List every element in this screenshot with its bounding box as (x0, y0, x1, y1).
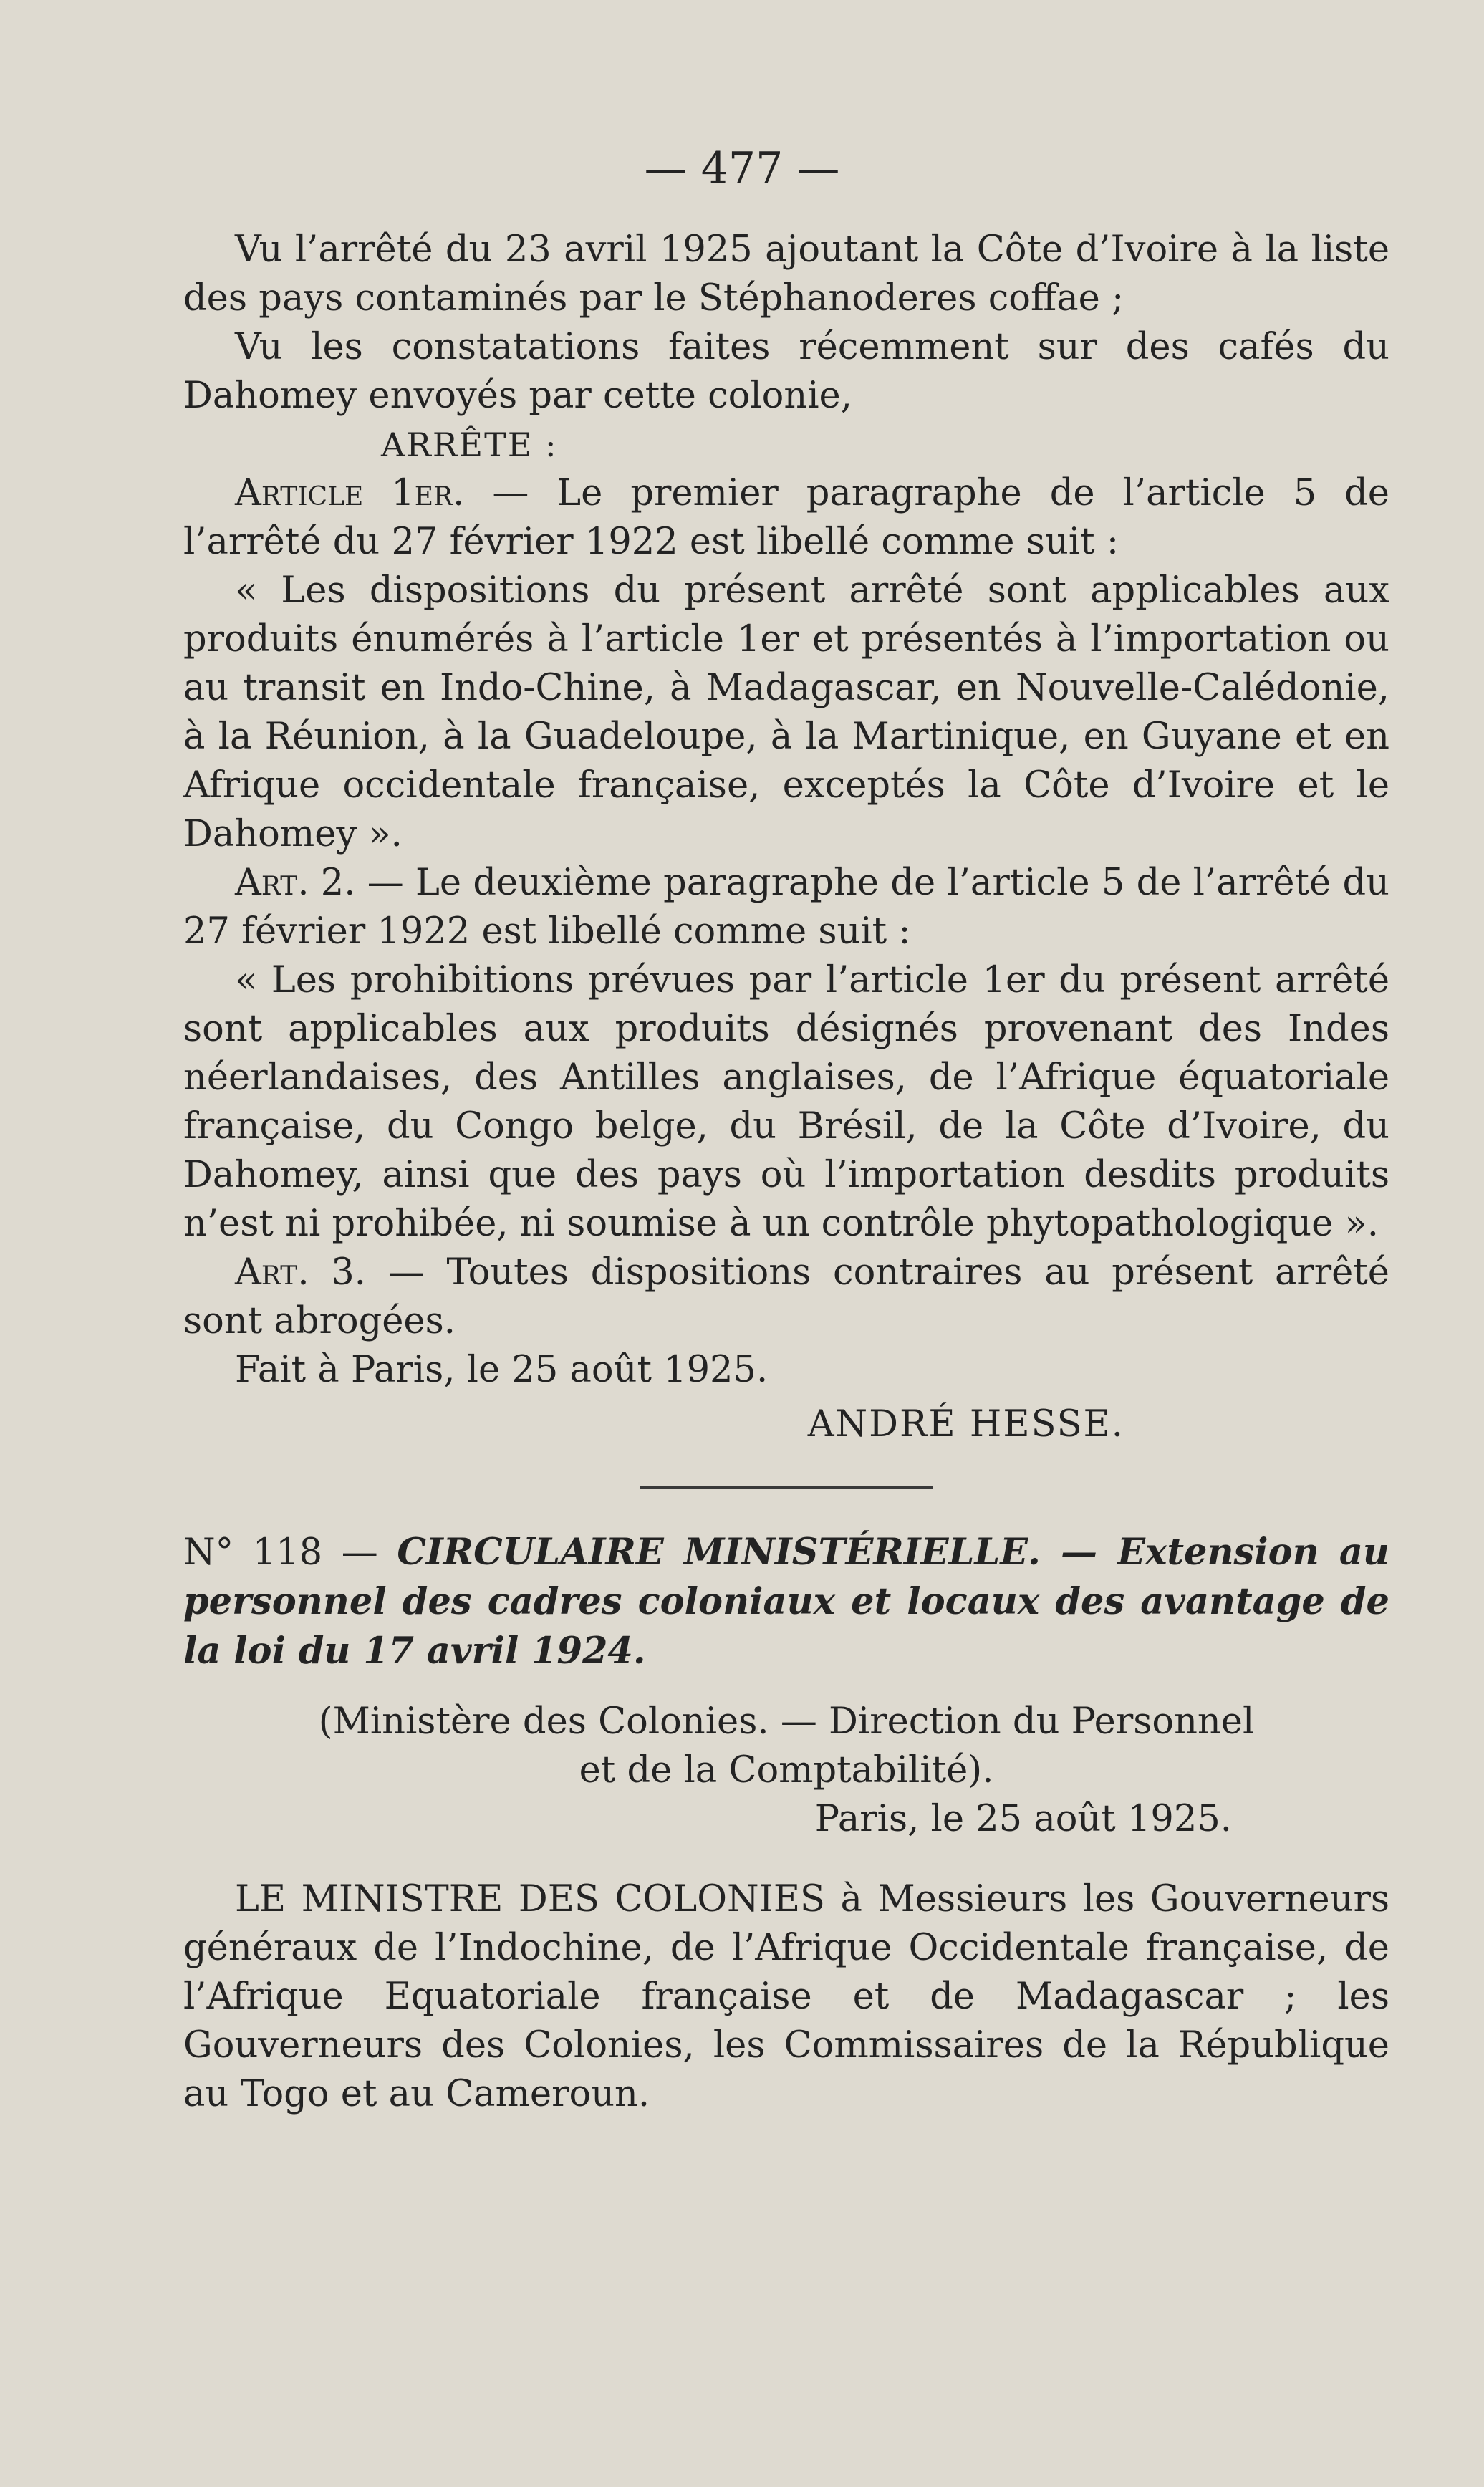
considerant-2: Vu les constatations faites récemment sur des cafés du Dahomey envoyés par cette colonie, (183, 326, 1389, 417)
article-1-quote: « Les dispositions du présent arrêté sont applicables aux produits énumérés à l’article 1er et présentés à l’importation ou au transit en Indo-Chine, à Madagascar, en Nouvelle-Calédonie, à la Réunion, à la Guadeloupe, à la Martinique, en Guyane et en Afrique occidentale française, exceptés la Côte d’Ivoire et le Dahomey ». (183, 569, 1389, 855)
circular-date: Paris, le 25 août 1925. (814, 1798, 1232, 1840)
article-2 (183, 859, 1389, 956)
section-divider (640, 1486, 933, 1489)
arrete-heading: ARRÊTE : (381, 425, 558, 464)
article-3-text: — Toutes dispositions contraires au présent arrêté sont abrogées. (183, 1251, 1389, 1342)
article-2-text: — Le deuxième paragraphe de l’article 5 de l’arrêté du 27 février 1922 est libellé comme suit : (183, 862, 1389, 953)
article-3 (183, 1249, 1389, 1346)
circular-title: CIRCULAIRE MINISTÉRIELLE. — Extension au personnel des cadres coloniaux et locaux des avantage de la loi du 17 avril 1924. (183, 1531, 1389, 1673)
circular-heading (183, 1528, 1389, 1676)
article-3-label: Art. 3. (235, 1251, 366, 1294)
circular-address: LE MINISTRE DES COLONIES à Messieurs les Gouverneurs généraux de l’Indochine, de l’Afrique Occidentale française, de l’Afrique Equatoriale française et de Madagascar ; les Gouverneurs des Colonies, les Commissaires de la République au Togo et au Cameroun. (183, 1878, 1389, 2115)
considerant-1: Vu l’arrêté du 23 avril 1925 ajoutant la Côte d’Ivoire à la liste des pays contaminés par le Stéphanoderes coffae ; (183, 229, 1389, 319)
signature: ANDRÉ HESSE. (807, 1403, 1124, 1445)
article-1-label: Article 1er. (235, 472, 465, 514)
ministry-line-1: (Ministère des Colonies. — Direction du Personnel (318, 1701, 1255, 1743)
article-1-text: — Le premier paragraphe de l’article 5 de l’arrêté du 27 février 1922 est libellé comme suit : (183, 472, 1389, 563)
page-number: — 477 — (644, 143, 840, 193)
article-2-label: Art. 2. (235, 862, 356, 904)
ministry-line-2: et de la Comptabilité). (579, 1749, 994, 1791)
done-at: Fait à Paris, le 25 août 1925. (235, 1349, 768, 1391)
document-body (183, 226, 1389, 2119)
circular-number: N° 118 — (183, 1531, 378, 1574)
article-2-quote: « Les prohibitions prévues par l’article 1er du présent arrêté sont applicables aux produits désignés provenant des Indes néerlandaises, des Antilles anglaises, de l’Afrique équatoriale française, du Congo belge, du Brésil, de la Côte d’Ivoire, du Dahomey, ainsi que des pays où l’importation desdits produits n’est ni prohibée, ni soumise à un contrôle phytopathologique ». (183, 959, 1389, 1245)
article-1 (183, 469, 1389, 567)
